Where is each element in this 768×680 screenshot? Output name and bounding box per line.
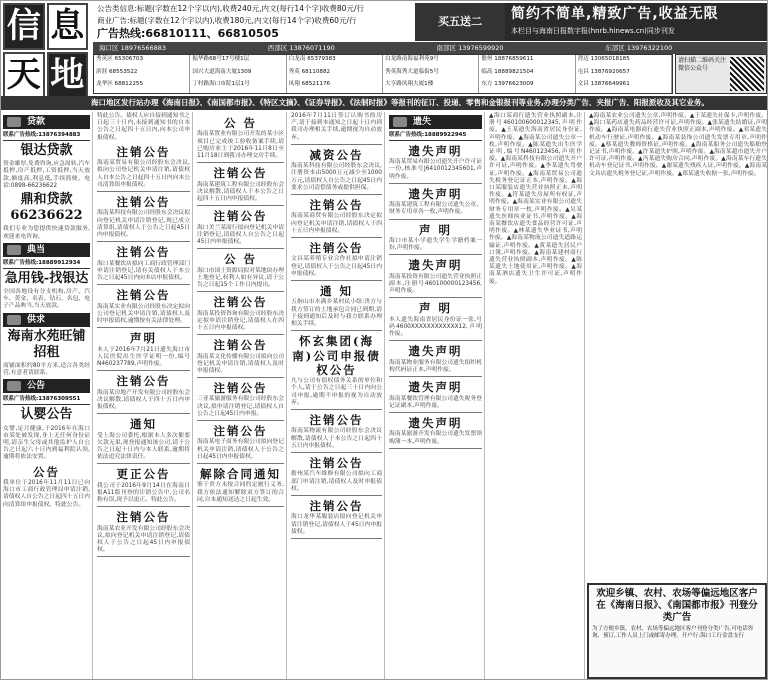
divider	[389, 254, 482, 255]
notice-text: 海南某科技有限公司经股东会决议拟向登记机关申请注销登记,现已成立清算组,请债权人于公告之日起45日内申报债权。	[97, 210, 190, 238]
supply-icon	[7, 315, 21, 325]
notice-title: 怀玄集团(海南)公司申报债权公告	[292, 334, 381, 377]
lost-notices: ▲海南某农业公司遗失公章,声明作废。▲王某遗失社保卡,声明作废。▲海口某药店遗失药品经营许可证,声明作废。▲张某遗失结婚证,声明作废。▲海南某电器商行遗失营业执照正副本,声明作废。▲邓某遗失机动车行驶证,声明作废。▲海南某装饰公司遗失发票专用章,声明作废。▲蔡某遗失教师资格证,声明作废。▲海南某船务公司遗失船舶登记证书,声明作废。▲许某遗失护照,声明作废。▲海南某超市遗失开户许可证,声明作废。▲冯某遗失购房合同,声明作废。▲海南某车行遗失机动车登记证书,声明作废。▲谢某遗失残疾人证,声明作废。▲海南某文具店遗失税务登记证,声明作废。▲郑某遗失收据一张,声明作废。	[589, 113, 767, 177]
loan-icon	[7, 117, 21, 127]
notice-title: 注销公告	[116, 510, 171, 525]
notice-text: 鉴于贵方未按合同约定履行义务,我方依法通知解除双方签订的合同,自本通知送达之日起生效。	[197, 482, 284, 503]
ad-text: 特此公告。债权人应自接到通知书之日起三十日内,未接到通知书的自本公告之日起四十五日内,向本公司申报债权。	[97, 113, 190, 141]
divider	[291, 144, 382, 145]
station-cell: 丁村路海口市院1层1号	[190, 80, 286, 93]
divider	[389, 412, 482, 413]
lost-notices: ▲海口某商行遗失营业执照副本,注册号460100600012345,声明作废。▲王某遗失海南省居民身份证,声明作废。▲海南某公司遗失公章一枚,声明作废。▲陈某遗失出生医学证明,编号N460123456,声明作废。▲海南某科技有限公司遗失开户许可证,声明作废。▲李某遗失驾驶证,声明作废。▲海南某贸易公司遗失税务登记证正本,声明作废。▲海口某服装店遗失营业执照正本,声明作废。▲符某遗失房屋所有权证,声明作废。▲海南某实业有限公司遗失财务专用章一枚,声明作废。▲吴某遗失医师执业证书,声明作废。▲海南某餐饮店遗失食品经营许可证,声明作废。▲林某遗失毕业证书,声明作废。▲海南某物流公司遗失道路运输证,声明作废。▲黄某遗失居民户口簿,声明作废。▲海南某建材商行遗失营业执照副本,声明作废。▲陈某遗失土地使用证,声明作废。▲海南某酒店遗失卫生许可证,声明作废。	[489, 113, 582, 285]
divider	[389, 448, 482, 449]
welcome-box	[587, 583, 767, 679]
divider	[197, 506, 284, 507]
notice-text: 本人遗失海南省居民身份证一张,号码4600XXXXXXXXXXXX12,声明作废。	[389, 316, 482, 338]
category-label: 公告	[27, 381, 46, 392]
category-label: 贷款	[27, 117, 46, 127]
column-4	[289, 112, 385, 680]
notice-text: 海南某农业开发有限公司经股东会决议,拟向登记机关申请注销登记,请债权人于公告之日起45日内申报债权。	[97, 525, 190, 554]
divider	[197, 291, 284, 292]
logo	[3, 3, 88, 93]
notice-list	[97, 145, 190, 558]
divider	[291, 452, 382, 453]
notice-text: 海南某贸易有限公司经股东会决议,拟向公司登记机关申请注销,请债权人自本公告之日起四十五日内向本公司清算组申报债权。	[97, 160, 190, 188]
divider	[389, 183, 482, 184]
notice-text: 海南某文化传播有限公司拟向公司登记机关申请注销,请债权人及时申报债权。	[197, 353, 284, 374]
notice-text: 本人于2016年7月21日遗失海口市人民医院出生医学证明一份,编号N460237789,声明作废。	[97, 346, 190, 367]
ad-text: 我们专业为您提供快速贷款服务,欢迎来电咨询。	[3, 226, 90, 240]
notice-text: 凡与公司有债权债务关系的单位和个人,请于公告之日起三十日内向公司申报,逾期不申报的视为自动放弃。	[291, 378, 382, 406]
divider	[197, 205, 284, 206]
station-cell: 凤翔 68521176	[287, 80, 383, 93]
divider	[291, 495, 382, 496]
category-tel: 联系广告热线:18889912934	[3, 259, 90, 269]
ad-title: 公告	[33, 464, 60, 479]
divider	[97, 413, 190, 414]
divider	[291, 409, 382, 410]
divider	[197, 248, 284, 249]
divider	[389, 297, 482, 298]
welcome-text: 为了方便乡镇、农村、农场等偏远地区客户刊登分类广告,可电话咨询、预订,工作人员上门或邮寄办理。开户行:海口工行金盘支行	[592, 626, 754, 639]
station-cell: 龙华区 68812255	[94, 80, 190, 93]
category-header	[3, 115, 90, 129]
station-cell: 澄迈 13065018185	[576, 55, 672, 68]
notice-title: 遗失声明	[408, 186, 463, 201]
notice-text: 儋州某汽车维修有限公司拟向工商部门申请注销,请债权人及时申报债权。	[291, 471, 382, 492]
notice-title: 更正公告	[116, 467, 171, 482]
divider	[197, 420, 284, 421]
divider	[197, 162, 284, 163]
divider	[97, 506, 190, 507]
notice-text: 海南某投资有限公司遗失营业执照正副本,注册号460100000123456,声明作废。	[389, 273, 482, 295]
notice-title: 遗失声明	[408, 380, 463, 395]
ad-title: 鼎和贷款66236622	[10, 191, 83, 224]
ad-title: 银达贷款	[20, 142, 73, 158]
notice-text: 五指山市水满乡某村民小组:贵方与我方签订的土地承包合同已到期,请于接到通知后及时与我方联系办理相关手续。	[291, 299, 382, 327]
ad-title: 认婴公告	[20, 407, 73, 423]
notice-title: 注销公告	[213, 424, 268, 439]
notice-text: 海南某置业有限公司开发的某小区项目已完成竣工验收备案手续,请已购房业主于2016年11月8日至11月18日到我司办理交房手续。	[197, 131, 284, 159]
notice-title: 遗失声明	[408, 143, 463, 158]
category-tel: 联系广告热线:13876309551	[3, 395, 90, 405]
notice-title: 注销公告	[116, 195, 171, 209]
station-cell: 秀英海秀大道临街5号	[383, 68, 479, 81]
column-6	[487, 112, 585, 680]
ad-text: 女婴,足月健康,于2016年在海口市某处被发现,身上无任何身份证明,请亲生父母或其他监护人自公告之日起六十日内到福利院认领,逾期将依法安置。	[3, 425, 90, 461]
divider	[389, 376, 482, 377]
notice-text: 海南某电子商务有限公司拟向登记机关申请注销,请债权人于公告之日起45日内申报债权。	[197, 439, 284, 460]
notice-text: 海南某投资咨询有限公司经股东决定拟申请注销登记,请债权人在四十五日内申报债权。	[197, 310, 284, 331]
notice-icon	[7, 381, 21, 391]
ad-title: 急用钱-找银达	[4, 270, 89, 286]
ad-text: 全国各地设有分支机构,房产、汽车、黄金、名表、钻石、名包、电子产品典当,当天放款。	[3, 288, 90, 310]
notice-title: 注销公告	[213, 381, 268, 396]
office-item: 海口区 18976566883	[99, 44, 167, 52]
category-header	[389, 115, 482, 129]
category-label: 遗失	[413, 117, 432, 127]
notice-title: 声 明	[418, 301, 452, 316]
notice-title: 声 明	[418, 222, 452, 237]
office-item: 东部区 13976322100	[605, 44, 673, 52]
category-label: 典当	[27, 244, 46, 255]
station-cell: 临高 18889821504	[479, 68, 575, 81]
category-header	[3, 243, 90, 257]
notice-list	[197, 116, 284, 507]
notice-text: 海南某房地产开发有限公司经股东会决议解散,请债权人于四十五日内申报债权。	[97, 389, 190, 410]
notice-title: 声明	[130, 331, 157, 346]
notice-title: 注销公告	[213, 295, 268, 310]
notice-title: 通知	[130, 417, 157, 432]
divider	[291, 194, 382, 195]
office-item: 西部区 13876071190	[267, 44, 335, 52]
station-cell: 儋州 18876859611	[479, 55, 575, 68]
notice-text: 海口市某小学遗失学生学籍档案一份,声明作废。	[389, 238, 482, 252]
category-header	[3, 379, 90, 393]
promo-badge: 买五送二	[415, 3, 505, 41]
ad-text: 商铺面积约80平方米,适合各类经营,有意者请联系。	[3, 363, 90, 377]
station-cell: 秀英 68110882	[287, 68, 383, 81]
divider	[197, 377, 284, 378]
slogan-banner	[505, 3, 767, 41]
notice-title: 注销公告	[116, 144, 171, 159]
station-cell: 振华路68号17号楼1层	[190, 55, 286, 68]
ad-text: 我单位于2016年11月11日已向海口市工商行政管理局申请注销,请债权人自公告之日起四十五日内向清算组申报债权。特此公告。	[3, 480, 90, 508]
notice-title: 注销公告	[309, 198, 364, 212]
notice-title: 解除合同通知	[200, 467, 281, 482]
notice-title: 注销公告	[116, 288, 171, 303]
divider	[197, 334, 284, 335]
notice-title: 注销公告	[213, 338, 268, 353]
station-cell: 滨涯 68553522	[94, 68, 190, 81]
lost-icon	[393, 117, 407, 127]
notice-text: 海南某建筑工程有限公司遗失公章、财务专用章各一枚,声明作废。	[389, 202, 482, 216]
station-cell: 白龙南 65379383	[287, 55, 383, 68]
notice-title: 遗失声明	[408, 344, 463, 359]
column-1	[1, 112, 93, 680]
notice-text: 文昌某养殖专业合作社拟申请注销登记,请债权人于公告之日起45日内申报债权。	[291, 256, 382, 277]
notice-text: 海南某实业有限公司经股东决定拟向公司登记机关申请注销,请债权人及时申报债权,逾期按有关法律处理。	[97, 303, 190, 324]
divider	[97, 284, 190, 285]
station-cell: 白龙路南海福利苑9号	[383, 55, 479, 68]
column-3	[195, 112, 287, 680]
pawn-icon	[7, 245, 21, 255]
notice-title: 减资公告	[309, 147, 364, 162]
divider	[291, 280, 382, 281]
ad-text: 资金雄厚,免费咨询,应急周转,汽车抵押,房产抵押,工资抵押,当天放款,额度高,利息低,手续简便。电话:0898-66236622	[3, 161, 90, 189]
notice-title: 通 知	[319, 283, 353, 298]
station-grid	[93, 54, 673, 94]
logo-char: 地	[47, 52, 89, 99]
notice-title: 注销公告	[116, 374, 171, 389]
distribution-strip: 海口地区发行站办理《海南日报》、《南国都市报》、《特区文摘》、《证券导报》、《法制时报》等报刊的征订、投递、零售和金银报刊等业务,办理分类广告、夹报广告、阳报派收及其它业务。	[1, 96, 768, 110]
divider	[97, 556, 190, 557]
notice-title: 注销公告	[309, 413, 364, 428]
category-header	[3, 313, 90, 327]
divider	[97, 370, 190, 371]
notice-text: 海南某物业服务有限公司遗失组织机构代码证正本,声明作废。	[389, 359, 482, 373]
divider	[197, 463, 284, 464]
station-cell: 国兴大道海南大厦1309	[190, 68, 286, 81]
notice-text: 海口美兰某商行拟向登记机关申请注销登记,请债权人自公告之日起45日内申报债权。	[197, 224, 284, 245]
qr-text: 请扫描二维码关注微信公众号	[678, 57, 727, 72]
masthead	[1, 1, 768, 94]
notice-text: 海南某贸易有限公司遗失开户许可证一份,核准号J6410012345601,声明作废。	[389, 159, 482, 180]
notice-text: 2016年7月11日签订认购书的房产,请于接到本通知之日起十日内到我司办理相关手续,逾期视为自动放弃。	[291, 113, 382, 141]
welcome-title: 欢迎乡镇、农村、农场等偏远地区客户在《海南日报》、《南国都市报》刊登分类广告	[596, 588, 758, 623]
column-7	[587, 112, 768, 582]
ad-hotline: 广告热线:66810111、66810505	[97, 27, 279, 40]
category-tel: 联系广告热线:13876394883	[3, 131, 90, 141]
notice-text: 海口市国土资源局拟对某地块办理土地登记,权利人如有异议,请于公告之日起15个工作日内提出。	[197, 267, 284, 288]
notice-title: 遗失声明	[408, 258, 463, 273]
logo-char: 信	[3, 3, 45, 50]
divider	[291, 330, 382, 331]
notice-text: 海南某建筑工程有限公司经股东会决议解散,请债权人于本公告之日起四十五日内申报债权。	[197, 181, 284, 202]
notice-text: 海口某餐饮店拟向工商行政管理部门申请注销登记,请有关债权人于本公告之日起45日内向本店申报债权。	[97, 260, 190, 281]
station-cell: 大亨路凤翔大厦1楼	[383, 80, 479, 93]
notice-text: 海南某物流有限公司经股东会决议解散,请债权人于本公告之日起四十五日内申报债权。	[291, 428, 382, 449]
divider	[389, 219, 482, 220]
notice-title: 注销公告	[213, 166, 268, 181]
column-5	[387, 112, 485, 680]
notice-text: 海口龙华某服装店拟向登记机关申请注销登记,请债权人于45日内申报债权。	[291, 514, 382, 535]
notice-text: 受上海公司委托,根据本人多次催要欠款无果,现登报通知该公司,请于公告之日起十日内与本人联系,逾期将依法追究法律责任。	[97, 432, 190, 461]
digital-note: 本栏目与海南日报数字报(hnrb.hinews.cn)同步刊发	[511, 26, 675, 35]
divider	[291, 237, 382, 238]
divider	[97, 327, 190, 328]
qr-block	[675, 54, 767, 94]
office-item: 南部区 13976599920	[436, 44, 504, 52]
logo-char: 天	[3, 52, 45, 99]
notice-pricing: 公告类信息:标题(字数在12个字以内),收费240元,内文(每行14个字)收费80元/行	[97, 4, 364, 13]
pricing-info	[93, 3, 415, 41]
notice-text: 我公司于2016年9月14日在海南日报A11版刊登的注销公告中,公司名称有误,现予以更正。特此公告。	[97, 482, 190, 504]
station-cell: 东方 13976623009	[479, 80, 575, 93]
notice-text: 海南某餐饮管理有限公司遗失税务登记证副本,声明作废。	[389, 395, 482, 409]
station-cell: 文昌 13876649961	[576, 80, 672, 93]
notice-title: 公 告	[223, 252, 257, 267]
commercial-pricing: 商业广告:标题(字数在12个字以内),收费180元,内文(每行14个字)收费60元/行	[97, 16, 357, 25]
divider	[291, 538, 382, 539]
station-cell: 秀英区 65306703	[94, 55, 190, 68]
notice-title: 注销公告	[309, 456, 364, 471]
notice-title: 遗失声明	[408, 415, 463, 430]
ad-title: 海南水苑旺铺招租	[7, 328, 86, 360]
divider	[97, 191, 190, 192]
divider	[389, 340, 482, 341]
station-cell: 屯昌 13876920657	[576, 68, 672, 81]
notice-text: 三亚某旅游服务有限公司经股东会决议,拟申请注销登记,请债权人自公告之日起45日内申报。	[197, 396, 284, 417]
category-label: 供求	[27, 314, 46, 325]
notice-title: 注销公告	[309, 499, 364, 514]
notice-list	[291, 113, 382, 539]
qr-code-icon	[730, 57, 764, 91]
divider	[97, 241, 190, 242]
notice-title: 注销公告	[116, 245, 171, 260]
office-bar	[93, 42, 768, 54]
notice-text: 海南某商贸有限公司经股东决定拟向登记机关申请注销,请债权人于四十五日内申报债权。	[291, 213, 382, 234]
logo-char: 息	[47, 3, 89, 50]
slogan: 简约不简单,精致广告,收益无限	[511, 6, 719, 22]
notice-list	[389, 144, 482, 449]
divider	[97, 463, 190, 464]
notice-title: 公 告	[223, 116, 257, 130]
column-2	[95, 112, 193, 680]
notice-text: 海南某科技有限公司经股东会决议,注册资本由5000万元减少至1000万元,请债权人自公告之日起45日内要求公司清偿债务或提供担保。	[291, 163, 382, 191]
notice-title: 注销公告	[309, 240, 364, 255]
notice-title: 注销公告	[213, 209, 268, 224]
category-tel: 联系广告热线:18889922945	[389, 131, 482, 141]
notice-text: 海南某旅游开发有限公司遗失发票领购簿一本,声明作废。	[389, 431, 482, 445]
